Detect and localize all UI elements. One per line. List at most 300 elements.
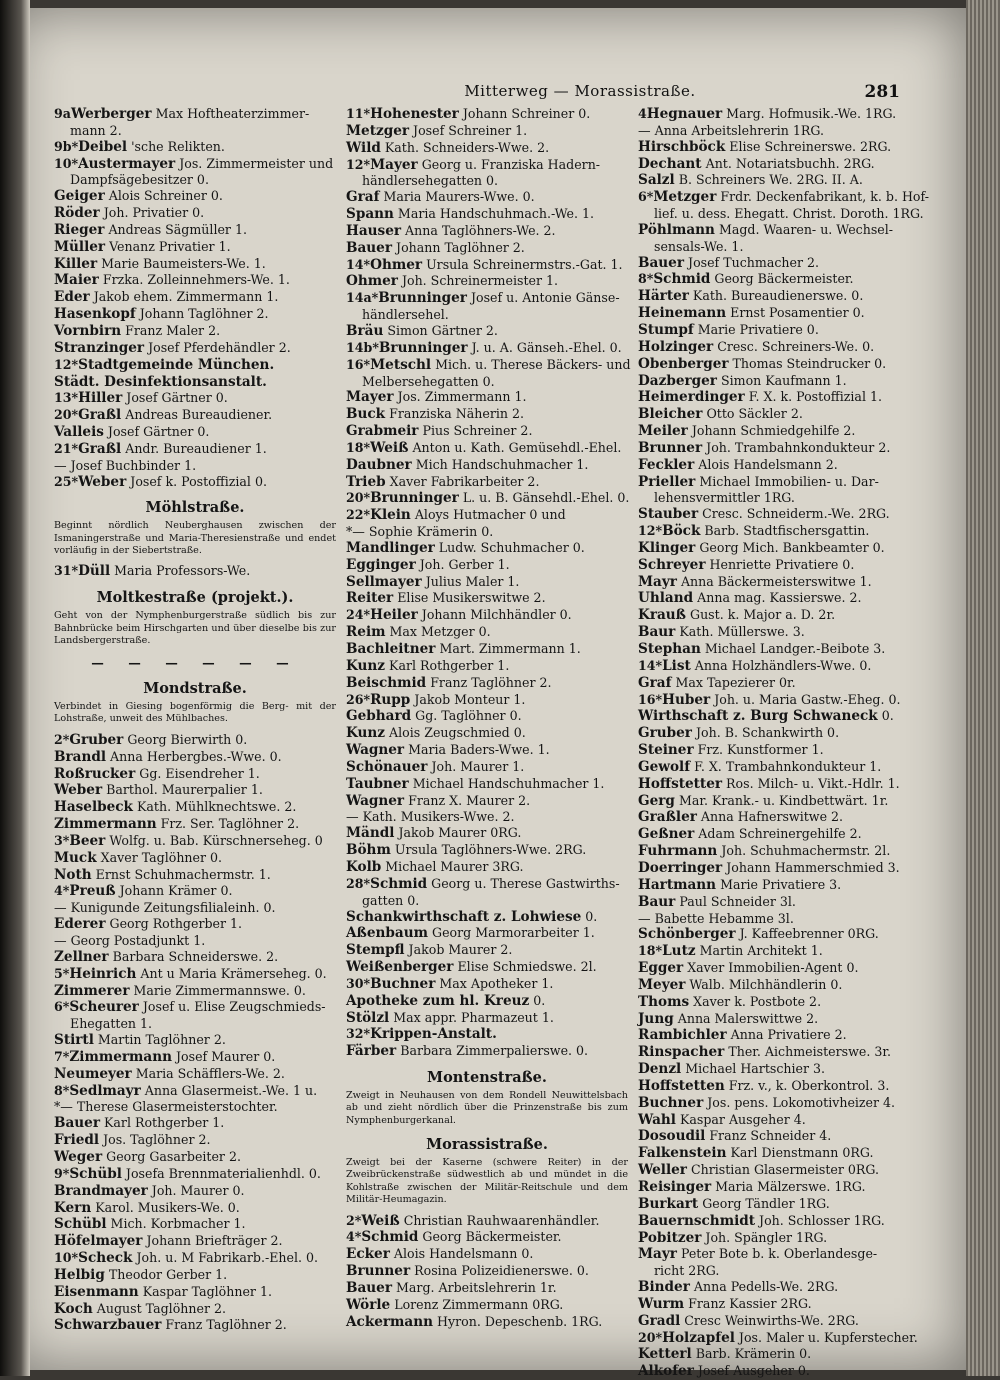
resident-detail: Georg Tändler 1RG. xyxy=(702,1195,830,1211)
house-number: 18* xyxy=(638,943,663,959)
resident-detail: Aloys Hutmacher 0 und xyxy=(414,507,566,523)
directory-entry xyxy=(638,1196,900,1213)
resident-detail: Frz. Ser. Taglöhner 2. xyxy=(160,816,300,832)
resident-detail: Michael Landger.-Beibote 3. xyxy=(704,641,886,656)
directory-entry xyxy=(346,909,628,926)
resident-detail: Alois Zeugschmied 0. xyxy=(389,725,526,741)
resident-detail: Ursula Taglöhners-Wwe. 2RG. xyxy=(394,842,587,858)
resident-detail: Georg Rothgerber 1. xyxy=(109,916,243,932)
street-heading: Möhlstraße. xyxy=(145,499,245,517)
resident-detail: Anna Malerswittwe 2. xyxy=(677,1010,819,1026)
resident-detail: Georg u. Therese Gastwirths- xyxy=(431,875,620,891)
resident-name: Hartmann xyxy=(638,876,717,893)
directory-entry xyxy=(54,323,336,340)
street-description: Geht von der Nymphenburgerstraße südlich bis zur Bahnbrücke beim Hirschgarten und über dieselbe bis zur Landsbergerstraße. xyxy=(54,610,336,646)
resident-detail: Josef Gärtner 0. xyxy=(107,424,210,440)
resident-detail: Johann Briefträger 2. xyxy=(146,1233,283,1249)
resident-detail: Maria Handschuhmach.-We. 1. xyxy=(397,206,594,222)
resident-detail: Xaver Immobilien-Agent 0. xyxy=(687,960,859,976)
directory-entry xyxy=(638,106,900,123)
entry-continuation: lehensvermittler 1RG. xyxy=(654,490,795,506)
resident-detail: Johann Schreiner 0. xyxy=(462,106,591,121)
directory-entry xyxy=(54,1083,336,1100)
resident-detail: Karl Rothgerber 1. xyxy=(104,1115,225,1131)
resident-detail: Julius Maler 1. xyxy=(425,573,520,589)
directory-entry xyxy=(638,474,900,491)
resident-detail: Kaspar Taglöhner 1. xyxy=(142,1283,272,1299)
directory-entry xyxy=(54,1049,336,1066)
resident-detail: — Kunigunde Zeitungsfilialeinh. 0. xyxy=(54,900,276,916)
resident-detail: Karol. Musikers-We. 0. xyxy=(95,1199,240,1215)
directory-entry xyxy=(638,1246,900,1263)
resident-detail: Venanz Privatier 1. xyxy=(109,238,231,254)
resident-detail: Jakob Maurer 0RG. xyxy=(398,825,522,841)
directory-entry xyxy=(638,860,900,877)
house-number: 12* xyxy=(54,356,79,372)
resident-detail: — Josef Buchbinder 1. xyxy=(54,457,197,473)
directory-entry xyxy=(346,157,628,174)
directory-entry xyxy=(346,189,628,206)
resident-name: Dosoudil xyxy=(638,1128,706,1145)
directory-entry xyxy=(346,340,628,357)
resident-detail: Jakob Monteur 1. xyxy=(414,691,526,707)
resident-name: Denzl xyxy=(638,1061,682,1078)
resident-detail: Elise Schreinerswe. 2RG. xyxy=(729,138,892,154)
house-number: 9a xyxy=(54,106,71,121)
directory-entry xyxy=(346,1229,628,1246)
resident-detail: Peter Bote b. k. Oberlandesge- xyxy=(680,1246,878,1262)
directory-entry xyxy=(54,782,336,799)
directory-entry xyxy=(54,999,336,1016)
resident-detail: Anna Holzhändlers-Wwe. 0. xyxy=(694,657,872,673)
resident-detail: Andreas Bureaudiener. xyxy=(125,407,273,423)
resident-name: Färber xyxy=(346,1043,397,1060)
resident-detail: Franz Schneider 4. xyxy=(709,1128,832,1144)
resident-name: Metzger xyxy=(653,189,717,206)
house-number: 11* xyxy=(346,106,371,121)
resident-name: Reiter xyxy=(346,590,394,607)
directory-entry xyxy=(54,205,336,222)
directory-entry xyxy=(638,356,900,373)
directory-entry xyxy=(54,441,336,458)
resident-detail: Magd. Waaren- u. Wechsel- xyxy=(718,221,894,237)
resident-detail: Maria Mälzerswe. 1RG. xyxy=(715,1179,866,1194)
directory-entry xyxy=(346,356,631,374)
resident-detail: Georg Bierwirth 0. xyxy=(127,731,248,747)
entry-continuation: Ehegatten 1. xyxy=(70,1016,153,1032)
directory-entry xyxy=(638,373,900,390)
house-number: 9b* xyxy=(54,138,79,154)
house-number: 4 xyxy=(638,106,647,121)
resident-name: Reisinger xyxy=(638,1179,712,1195)
entry-continuation: mann 2. xyxy=(70,122,122,138)
resident-name: Stranzinger xyxy=(54,339,145,356)
resident-detail: Ant u Maria Krämerseheg. 0. xyxy=(140,965,327,981)
directory-entry xyxy=(638,943,900,960)
resident-name: Schübl xyxy=(69,1165,122,1182)
resident-detail: Maria Maurers-Wwe. 0. xyxy=(383,189,535,205)
resident-detail: Josef Tuchmacher 2. xyxy=(688,254,820,270)
resident-detail: Anna mag. Kassierswe. 2. xyxy=(697,590,862,606)
resident-detail: Johann Krämer 0. xyxy=(119,883,233,899)
resident-name: Huber xyxy=(662,691,711,708)
resident-detail: Barbara Schneiderswe. 2. xyxy=(112,948,279,964)
resident-detail: Mich Handschuhmacher 1. xyxy=(415,456,589,472)
directory-entry xyxy=(54,1284,336,1301)
directory-entry xyxy=(54,983,336,1000)
resident-detail: Jos. Zimmermeister und xyxy=(179,155,334,171)
resident-name: Bräu xyxy=(346,322,384,339)
resident-detail: Michael Handschuhmacher 1. xyxy=(412,775,605,791)
resident-name: Sellmayer xyxy=(346,573,422,590)
resident-name: Buchner xyxy=(370,975,436,992)
resident-detail: Barb. Krämerin 0. xyxy=(695,1346,812,1362)
directory-entry xyxy=(346,776,628,793)
directory-entry xyxy=(346,759,628,776)
directory-entry xyxy=(346,557,628,574)
directory-entry xyxy=(54,106,336,123)
resident-detail: Andr. Bureaudiener 1. xyxy=(125,440,267,456)
resident-detail: Karl Rothgerber 1. xyxy=(389,657,510,673)
directory-entry xyxy=(638,809,900,826)
directory-entry xyxy=(638,457,900,474)
resident-detail: Johann Milchhändler 0. xyxy=(421,607,572,623)
resident-detail: Franz Taglöhner 2. xyxy=(165,1317,287,1333)
directory-entry xyxy=(54,306,336,323)
resident-detail: Ernst Posamentier 0. xyxy=(730,305,865,321)
resident-name: Kolb xyxy=(346,858,382,875)
resident-name: Meiler xyxy=(638,423,688,440)
street-heading: Montenstraße. xyxy=(427,1069,547,1087)
resident-detail: Alois Handelsmann 0. xyxy=(393,1246,534,1262)
directory-entry xyxy=(54,833,336,850)
resident-name: Heiler xyxy=(370,607,418,624)
resident-name: Baur xyxy=(638,624,676,641)
resident-name: Aßenbaum xyxy=(346,925,428,942)
resident-name: Wild xyxy=(346,139,381,156)
directory-entry xyxy=(346,607,628,624)
house-number: 20* xyxy=(638,1329,663,1345)
resident-detail: Jos. Zimmermann 1. xyxy=(397,389,527,405)
directory-entry xyxy=(638,406,900,423)
resident-name: Obenberger xyxy=(638,355,729,372)
section-divider: — — — — — — xyxy=(91,655,299,671)
resident-detail: Michael Immobilien- u. Dar- xyxy=(699,473,879,489)
resident-detail: J. u. A. Gänseh.-Ehel. 0. xyxy=(471,339,622,355)
directory-entry xyxy=(54,1317,336,1334)
resident-name: Schwarzbauer xyxy=(54,1317,162,1334)
resident-detail: Max appr. Pharmazeut 1. xyxy=(393,1009,554,1025)
resident-detail: Josefa Brennmaterialienhdl. 0. xyxy=(125,1165,321,1181)
directory-entry xyxy=(638,1044,900,1061)
resident-detail: Josef Ausgeher 0. xyxy=(697,1363,810,1379)
resident-detail: Franziska Näherin 2. xyxy=(389,406,525,422)
resident-name: Kunz xyxy=(346,725,386,742)
directory-entry xyxy=(54,732,336,749)
directory-entry xyxy=(346,1297,628,1314)
resident-name: Städt. Desinfektionsanstalt. xyxy=(54,373,267,390)
resident-name: Schübl xyxy=(54,1216,107,1233)
directory-entry xyxy=(346,290,628,307)
resident-name: Trieb xyxy=(346,473,386,490)
house-number: 14* xyxy=(346,256,371,272)
resident-detail: Alois Schreiner 0. xyxy=(108,188,223,204)
resident-name: Stempfl xyxy=(346,942,405,959)
resident-name: Beischmid xyxy=(346,674,427,691)
resident-detail: Lorenz Zimmermann 0RG. xyxy=(394,1296,564,1312)
directory-entry xyxy=(346,106,628,123)
directory-entry xyxy=(638,776,900,793)
resident-detail: Joh. B. Schankwirth 0. xyxy=(696,725,840,741)
resident-detail: Josef Maurer 0. xyxy=(176,1048,276,1064)
resident-detail: Anna Glasermeist.-We. 1 u. xyxy=(144,1082,318,1098)
book-spine-shadow xyxy=(0,0,30,1376)
resident-name: Falkenstein xyxy=(638,1145,727,1162)
directory-entry xyxy=(346,876,628,893)
resident-detail: Kath. Schneiders-Wwe. 2. xyxy=(384,139,550,155)
resident-name: Böck xyxy=(662,523,701,540)
resident-detail: — Babette Hebamme 3l. xyxy=(638,910,794,926)
directory-entry xyxy=(54,272,336,289)
resident-name: Helbig xyxy=(54,1266,105,1283)
resident-detail: Elise Schmiedswe. 2l. xyxy=(457,959,597,975)
resident-name: Sedlmayr xyxy=(69,1082,141,1099)
resident-detail: Mich. u. Therese Bäckers- und xyxy=(435,356,631,372)
house-number: 6* xyxy=(54,999,70,1015)
resident-name: Mayr xyxy=(638,1246,677,1263)
directory-entry xyxy=(638,1078,900,1095)
resident-name: Bauernschmidt xyxy=(638,1212,756,1229)
resident-name: Härter xyxy=(638,288,689,305)
street-heading: Moltkestraße (projekt.). xyxy=(96,589,294,607)
resident-name: Pobitzer xyxy=(638,1229,702,1246)
resident-name: Wagner xyxy=(346,792,405,809)
directory-entry xyxy=(346,1314,628,1331)
directory-entry xyxy=(346,809,628,825)
directory-entry xyxy=(638,641,900,658)
directory-entry xyxy=(638,1011,900,1028)
resident-name: Buchner xyxy=(638,1094,704,1111)
directory-entry xyxy=(638,288,900,305)
resident-name: Grabmeir xyxy=(346,423,419,440)
resident-name: Wörle xyxy=(346,1296,391,1313)
resident-detail: Wolfg. u. Bab. Kürschnerseheg. 0 xyxy=(109,832,323,848)
house-number: 24* xyxy=(346,607,371,623)
resident-name: Baur xyxy=(638,893,676,910)
house-number: 6* xyxy=(638,189,654,205)
resident-detail: Anna Bäckermeisterswitwe 1. xyxy=(680,573,872,589)
resident-name: Geßner xyxy=(638,826,695,843)
resident-name: Brunninger xyxy=(378,290,467,307)
directory-entry xyxy=(638,675,900,692)
directory-entry xyxy=(54,1132,336,1149)
entry-continuation: richt 2RG. xyxy=(654,1263,720,1279)
directory-entry xyxy=(346,524,628,540)
resident-detail: Jakob ehem. Zimmermann 1. xyxy=(93,289,279,305)
resident-detail: *— Sophie Krämerin 0. xyxy=(346,524,494,540)
resident-detail: Kath. Mühlknechtswe. 2. xyxy=(136,799,297,815)
house-number: 22* xyxy=(346,507,371,523)
directory-entry xyxy=(346,474,628,491)
directory-entry xyxy=(346,708,628,725)
resident-name: Schreyer xyxy=(638,556,706,573)
directory-entry xyxy=(346,507,628,524)
resident-name: Schmid xyxy=(370,875,428,892)
directory-entry xyxy=(54,949,336,966)
directory-entry xyxy=(346,257,628,274)
directory-entry xyxy=(54,900,336,916)
resident-name: Schmid xyxy=(653,271,711,288)
resident-detail: Otto Säckler 2. xyxy=(706,406,803,422)
resident-detail: August Taglöhner 2. xyxy=(96,1300,226,1316)
directory-entry xyxy=(346,675,628,692)
resident-name: Kunz xyxy=(346,657,386,674)
column-middle xyxy=(346,106,631,1331)
resident-name: Wagner xyxy=(346,742,405,759)
resident-name: Weber xyxy=(78,473,127,490)
resident-name: Hoffstetten xyxy=(638,1077,725,1094)
directory-entry xyxy=(346,658,628,675)
directory-entry xyxy=(54,1149,336,1166)
resident-name: Weißenberger xyxy=(346,959,454,976)
resident-name: Scheurer xyxy=(69,999,139,1016)
directory-entry xyxy=(638,826,900,843)
resident-detail: Walb. Milchhändlerin 0. xyxy=(689,976,843,992)
directory-entry xyxy=(638,977,900,994)
house-number: 14a* xyxy=(346,290,379,306)
resident-name: Eder xyxy=(54,289,90,306)
resident-name: Muck xyxy=(54,849,97,866)
directory-page xyxy=(8,8,966,1380)
directory-entry xyxy=(346,641,628,658)
directory-entry xyxy=(346,942,628,959)
directory-entry xyxy=(346,1043,628,1060)
resident-name: Mändl xyxy=(346,825,395,842)
resident-name: Zimmermann xyxy=(69,1048,172,1065)
directory-entry xyxy=(54,916,336,933)
directory-entry xyxy=(638,926,900,943)
directory-entry xyxy=(638,156,900,173)
resident-name: Pöhlmann xyxy=(638,221,715,238)
resident-name: Düll xyxy=(78,563,111,580)
resident-name: Klein xyxy=(370,507,411,524)
resident-name: Ackermann xyxy=(346,1313,434,1330)
resident-detail: — Kath. Musikers-Wwe. 2. xyxy=(346,809,515,825)
resident-detail: Georg Bäckermeister. xyxy=(714,271,854,287)
resident-name: Höfelmayer xyxy=(54,1233,143,1250)
resident-detail: Theodor Gerber 1. xyxy=(108,1266,228,1282)
directory-entry xyxy=(638,960,900,977)
resident-name: Buck xyxy=(346,406,386,423)
resident-detail: Maria Schäfflers-We. 2. xyxy=(135,1065,285,1081)
resident-detail: Ant. Notariatsbuchh. 2RG. xyxy=(705,155,875,171)
resident-name: Rambichler xyxy=(638,1027,727,1044)
resident-detail: Maria Baders-Wwe. 1. xyxy=(408,742,550,758)
directory-entry xyxy=(54,1183,336,1200)
resident-detail: Alois Handelsmann 2. xyxy=(698,456,838,472)
directory-entry xyxy=(638,339,900,356)
directory-entry xyxy=(638,1230,900,1247)
directory-entry xyxy=(638,506,900,523)
resident-name: Prieller xyxy=(638,473,696,490)
resident-detail: Adam Schreinergehilfe 2. xyxy=(698,826,862,842)
resident-detail: Joh. u. M Fabrikarb.-Ehel. 0. xyxy=(136,1250,319,1266)
resident-name: Haselbeck xyxy=(54,799,133,816)
house-number: 4* xyxy=(54,883,70,899)
directory-entry xyxy=(638,189,929,206)
resident-detail: Kaspar Ausgeher 4. xyxy=(679,1111,806,1127)
directory-entry xyxy=(54,357,336,374)
house-number: 16* xyxy=(638,691,663,707)
street-description: Verbindet in Giesing bogenförmig die Berg- mit der Lohstraße, unweit des Mühlbaches. xyxy=(54,701,336,725)
resident-detail: Karl Dienstmann 0RG. xyxy=(730,1145,874,1161)
resident-detail: Pius Schreiner 2. xyxy=(422,423,533,439)
resident-detail: Georg Marmorarbeiter 1. xyxy=(432,925,595,941)
directory-entry xyxy=(54,816,336,833)
resident-name: Wurm xyxy=(638,1295,685,1312)
resident-name: Schönauer xyxy=(346,758,428,775)
directory-entry xyxy=(346,993,628,1010)
resident-detail: Frdr. Deckenfabrikant, k. b. Hof- xyxy=(720,189,929,205)
resident-name: Reim xyxy=(346,624,386,641)
directory-entry xyxy=(54,1099,336,1115)
directory-entry xyxy=(54,1233,336,1250)
resident-name: Hauser xyxy=(346,222,401,239)
resident-name: Killer xyxy=(54,255,98,272)
directory-entry xyxy=(638,1162,900,1179)
directory-entry xyxy=(346,406,628,423)
resident-name: Austermayer xyxy=(78,155,176,172)
resident-detail: Marg. Hofmusik.-We. 1RG. xyxy=(726,106,897,121)
house-number: 9* xyxy=(54,1165,70,1181)
resident-name: Ohmer xyxy=(346,273,398,290)
directory-entry xyxy=(54,850,336,867)
directory-entry xyxy=(346,1026,628,1043)
resident-name: Zimmerer xyxy=(54,982,130,999)
directory-entry xyxy=(54,1250,336,1267)
resident-name: Brunninger xyxy=(370,490,459,507)
directory-entry xyxy=(346,825,628,842)
directory-entry xyxy=(638,1363,900,1380)
directory-entry xyxy=(54,256,336,273)
directory-entry xyxy=(54,1216,336,1233)
resident-name: Bauer xyxy=(346,239,392,256)
house-number: 4* xyxy=(346,1229,362,1245)
entry-continuation: gatten 0. xyxy=(362,892,420,908)
directory-entry xyxy=(638,1027,900,1044)
resident-name: Metschl xyxy=(370,356,432,373)
resident-name: Stölzl xyxy=(346,1009,390,1026)
directory-entry xyxy=(638,692,900,709)
resident-detail: Thomas Steindrucker 0. xyxy=(732,355,887,371)
directory-entry xyxy=(346,389,628,406)
resident-detail: Barb. Stadtfischersgattin. xyxy=(704,523,870,539)
street-heading: Morassistraße. xyxy=(426,1136,548,1154)
directory-entry xyxy=(54,799,336,816)
directory-entry xyxy=(346,1010,628,1027)
resident-detail: Anna Privatiere 2. xyxy=(730,1027,847,1043)
resident-detail: Frzka. Zolleinnehmers-We. 1. xyxy=(102,272,290,288)
resident-detail: Anna Herbergbes.-Wwe. 0. xyxy=(110,748,282,764)
directory-entry xyxy=(346,273,628,290)
directory-entry xyxy=(638,139,900,156)
page-header xyxy=(380,82,900,106)
resident-detail: J. Kaffeebrenner 0RG. xyxy=(739,926,879,942)
directory-entry xyxy=(638,322,900,339)
directory-entry xyxy=(638,877,900,894)
resident-name: Thoms xyxy=(638,993,690,1010)
resident-detail: Joh. Schlosser 1RG. xyxy=(759,1212,885,1228)
